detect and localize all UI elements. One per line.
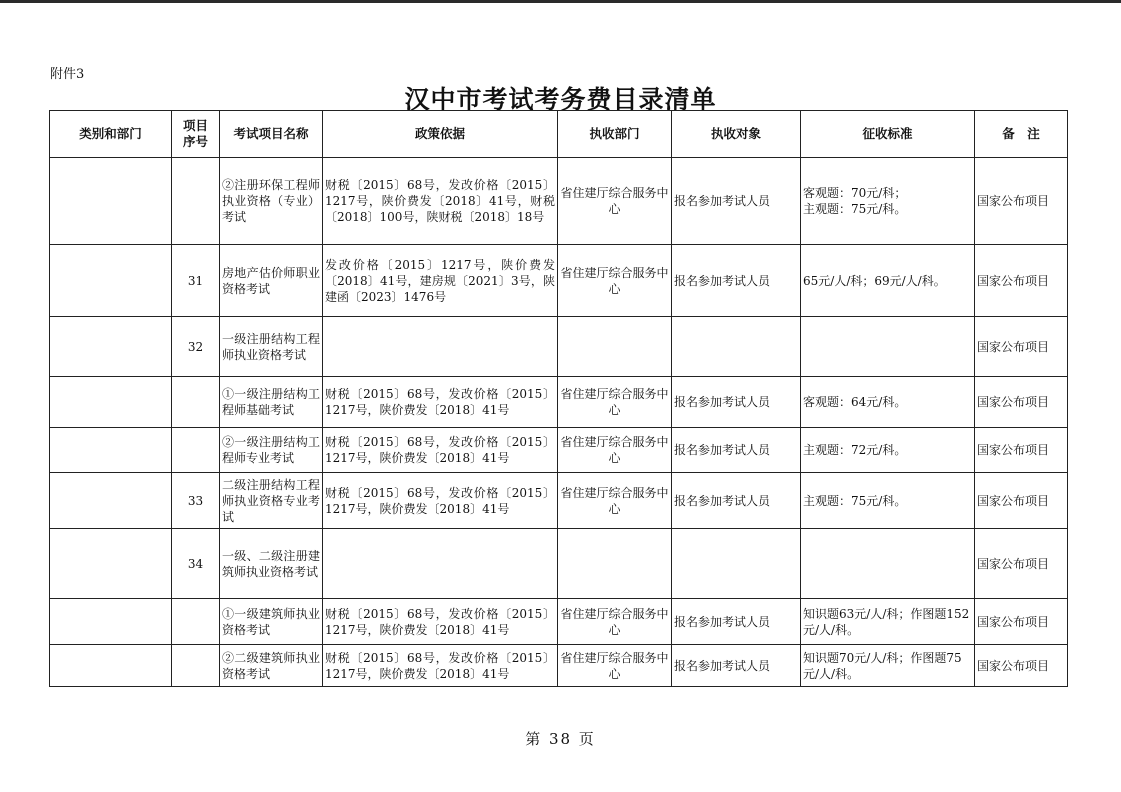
cell-standard: 知识题63元/人/科；作图题152元/人/科。 bbox=[801, 599, 975, 645]
cell-category bbox=[50, 377, 172, 428]
cell-no bbox=[172, 428, 220, 473]
table-row bbox=[50, 529, 1068, 599]
cell-standard bbox=[801, 529, 975, 599]
cell-target bbox=[672, 529, 801, 599]
cell-name: ②注册环保工程师执业资格（专业）考试 bbox=[220, 158, 323, 245]
col-header-basis: 政策依据 bbox=[323, 111, 558, 158]
cell-standard: 主观题：75元/科。 bbox=[801, 473, 975, 529]
col-header-category: 类别和部门 bbox=[50, 111, 172, 158]
header-row bbox=[50, 111, 1068, 158]
table-row bbox=[50, 645, 1068, 687]
cell-note: 国家公布项目 bbox=[975, 599, 1068, 645]
cell-no bbox=[172, 645, 220, 687]
cell-dept: 省住建厅综合服务中心 bbox=[558, 377, 672, 428]
cell-category bbox=[50, 245, 172, 317]
cell-no: 32 bbox=[172, 317, 220, 377]
cell-name: 一级注册结构工程师执业资格考试 bbox=[220, 317, 323, 377]
cell-note: 国家公布项目 bbox=[975, 158, 1068, 245]
cell-basis bbox=[323, 317, 558, 377]
cell-note: 国家公布项目 bbox=[975, 529, 1068, 599]
cell-category bbox=[50, 529, 172, 599]
cell-no bbox=[172, 599, 220, 645]
cell-dept bbox=[558, 317, 672, 377]
cell-name: ①一级注册结构工程师基础考试 bbox=[220, 377, 323, 428]
col-header-no: 项目 序号 bbox=[172, 111, 220, 158]
cell-target: 报名参加考试人员 bbox=[672, 245, 801, 317]
table-row bbox=[50, 158, 1068, 245]
cell-dept: 省住建厅综合服务中心 bbox=[558, 428, 672, 473]
cell-note: 国家公布项目 bbox=[975, 245, 1068, 317]
table-row bbox=[50, 473, 1068, 529]
cell-target: 报名参加考试人员 bbox=[672, 645, 801, 687]
cell-dept: 省住建厅综合服务中心 bbox=[558, 473, 672, 529]
col-header-target: 执收对象 bbox=[672, 111, 801, 158]
cell-no bbox=[172, 377, 220, 428]
table-row bbox=[50, 377, 1068, 428]
cell-name: 一级、二级注册建筑师执业资格考试 bbox=[220, 529, 323, 599]
cell-basis: 财税〔2015〕68号，发改价格〔2015〕1217号，陕价费发〔2018〕41号 bbox=[323, 428, 558, 473]
cell-dept: 省住建厅综合服务中心 bbox=[558, 645, 672, 687]
cell-note: 国家公布项目 bbox=[975, 317, 1068, 377]
cell-name: ②一级注册结构工程师专业考试 bbox=[220, 428, 323, 473]
attachment-label: 附件3 bbox=[50, 67, 85, 82]
cell-target: 报名参加考试人员 bbox=[672, 377, 801, 428]
cell-category bbox=[50, 317, 172, 377]
cell-basis: 财税〔2015〕68号，发改价格〔2015〕1217号，陕价费发〔2018〕41号 bbox=[323, 377, 558, 428]
cell-basis: 财税〔2015〕68号，发改价格〔2015〕1217号，陕价费发〔2018〕41号，财税〔2018〕100号，陕财税〔2018〕18号 bbox=[323, 158, 558, 245]
cell-basis: 财税〔2015〕68号，发改价格〔2015〕1217号，陕价费发〔2018〕41号 bbox=[323, 599, 558, 645]
cell-dept: 省住建厅综合服务中心 bbox=[558, 158, 672, 245]
cell-note: 国家公布项目 bbox=[975, 645, 1068, 687]
cell-category bbox=[50, 158, 172, 245]
cell-target: 报名参加考试人员 bbox=[672, 473, 801, 529]
cell-note: 国家公布项目 bbox=[975, 473, 1068, 529]
col-header-standard: 征收标准 bbox=[801, 111, 975, 158]
cell-no: 33 bbox=[172, 473, 220, 529]
table-row bbox=[50, 428, 1068, 473]
cell-target: 报名参加考试人员 bbox=[672, 599, 801, 645]
cell-no: 34 bbox=[172, 529, 220, 599]
cell-note: 国家公布项目 bbox=[975, 428, 1068, 473]
cell-target: 报名参加考试人员 bbox=[672, 428, 801, 473]
cell-standard: 65元/人/科；69元/人/科。 bbox=[801, 245, 975, 317]
table-row bbox=[50, 599, 1068, 645]
cell-target bbox=[672, 317, 801, 377]
table-row bbox=[50, 317, 1068, 377]
table-row bbox=[50, 245, 1068, 317]
cell-name: 二级注册结构工程师执业资格专业考试 bbox=[220, 473, 323, 529]
cell-name: 房地产估价师职业资格考试 bbox=[220, 245, 323, 317]
col-header-name: 考试项目名称 bbox=[220, 111, 323, 158]
scan-top-edge bbox=[0, 0, 1121, 3]
cell-basis: 发改价格〔2015〕1217号，陕价费发〔2018〕41号，建房规〔2021〕3号，陕建函〔2023〕1476号 bbox=[323, 245, 558, 317]
cell-category bbox=[50, 645, 172, 687]
cell-basis: 财税〔2015〕68号，发改价格〔2015〕1217号，陕价费发〔2018〕41号 bbox=[323, 645, 558, 687]
cell-name: ①一级建筑师执业资格考试 bbox=[220, 599, 323, 645]
cell-name: ②二级建筑师执业资格考试 bbox=[220, 645, 323, 687]
cell-basis: 财税〔2015〕68号，发改价格〔2015〕1217号，陕价费发〔2018〕41号 bbox=[323, 473, 558, 529]
cell-category bbox=[50, 473, 172, 529]
document-title: 汉中市考试考务费目录清单 bbox=[404, 85, 717, 114]
cell-category bbox=[50, 428, 172, 473]
col-header-note: 备 注 bbox=[975, 111, 1068, 158]
cell-dept: 省住建厅综合服务中心 bbox=[558, 245, 672, 317]
cell-note: 国家公布项目 bbox=[975, 377, 1068, 428]
cell-category bbox=[50, 599, 172, 645]
cell-standard: 主观题：72元/科。 bbox=[801, 428, 975, 473]
cell-standard: 客观题：70元/科； 主观题：75元/科。 bbox=[801, 158, 975, 245]
cell-dept bbox=[558, 529, 672, 599]
fee-table bbox=[49, 110, 1068, 687]
cell-standard bbox=[801, 317, 975, 377]
col-header-dept: 执收部门 bbox=[558, 111, 672, 158]
cell-standard: 知识题70元/人/科；作图题75元/人/科。 bbox=[801, 645, 975, 687]
page-number: 第 38 页 bbox=[525, 730, 596, 748]
cell-standard: 客观题：64元/科。 bbox=[801, 377, 975, 428]
cell-no bbox=[172, 158, 220, 245]
cell-dept: 省住建厅综合服务中心 bbox=[558, 599, 672, 645]
cell-no: 31 bbox=[172, 245, 220, 317]
cell-target: 报名参加考试人员 bbox=[672, 158, 801, 245]
cell-basis bbox=[323, 529, 558, 599]
